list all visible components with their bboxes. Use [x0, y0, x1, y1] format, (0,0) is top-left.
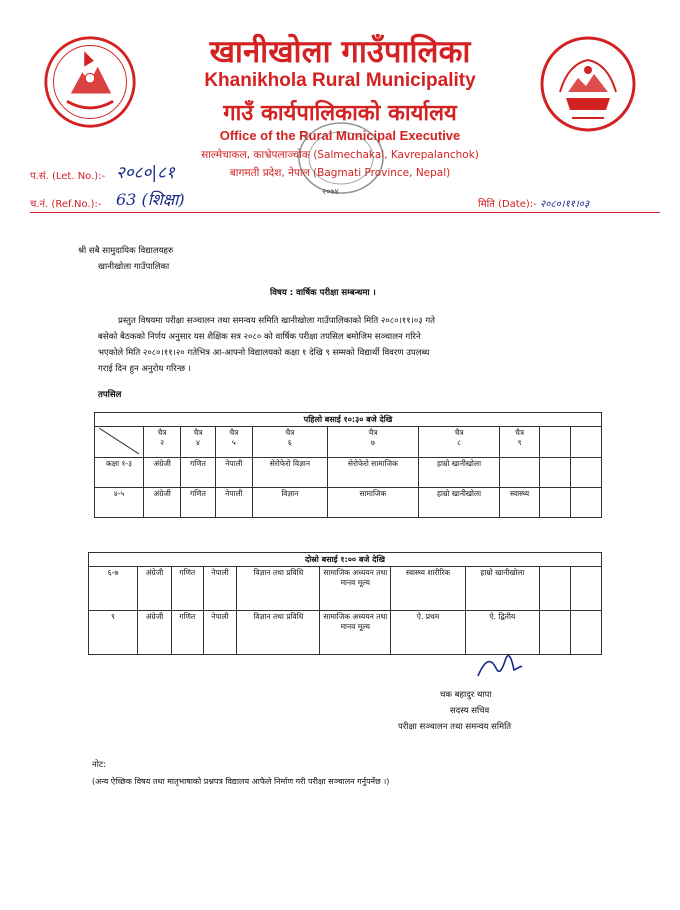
table1-date-header: चैत्र ६: [252, 427, 327, 458]
table1-corner-cell: [95, 427, 144, 458]
header-divider: [30, 212, 660, 213]
note-label: नोट:: [92, 760, 107, 770]
table1-empty-header: [540, 427, 571, 458]
stamp-year: २०७४: [322, 187, 339, 196]
table-row: ६-७ अंग्रेजी गणित नेपाली विज्ञान तथा प्रविधि सामाजिक अध्ययन तथा मानव मूल्य स्वास्थ्य शारीरिक हाम्रो खानीखोला: [89, 567, 602, 611]
table1-date-header: चैत्र ५: [215, 427, 252, 458]
office-name-en: Office of the Rural Municipal Executive: [219, 128, 461, 143]
signatory-name: चक बहादुर थापा: [440, 690, 492, 700]
municipality-name-en: Khanikhola Rural Municipality: [204, 70, 476, 91]
table1-date-header: चैत्र ८: [418, 427, 499, 458]
paragraph-line-2: बसेको बैठकको निर्णय अनुसार यस शैक्षिक सत्र २०८० को वार्षिक परीक्षा तपसिल बमोजिम सञ्चालन गरिने: [98, 332, 421, 342]
subject-line: विषय : वार्षिक परीक्षा सम्बन्धमा ।: [270, 288, 376, 298]
note-text: (अन्य ऐच्छिक विषय तथा मातृभाषाको प्रश्नपत्र विद्यालय आफैले निर्माण गरी परीक्षा सञ्चालन गर्नुपर्नेछ ।): [92, 777, 390, 786]
tapasil-label: तपसिल: [98, 390, 122, 400]
office-name-np: गाउँ कार्यपालिकाको कार्यालय: [223, 101, 457, 126]
schedule-table-2: [88, 552, 602, 655]
table1-date-header: चैत्र २: [144, 427, 181, 458]
handwritten-signature: [470, 648, 530, 684]
ref-no-value: 63 (शिक्षा): [116, 190, 185, 209]
schedule-table-1: [94, 412, 602, 518]
signatory-role: सदस्य सचिव: [450, 706, 490, 716]
table1-date-header: चैत्र ४: [181, 427, 216, 458]
diagonal-line-icon: [99, 428, 139, 454]
table1-empty-header: [571, 427, 602, 458]
table-row: कक्षा १-३ अंग्रेजी गणित नेपाली सेरोफेरो विज्ञान सेरोफेरो सामाजिक हाम्रो खानीखोला: [95, 458, 602, 488]
signatory-committee: परीक्षा सञ्चालन तथा समन्वय समिति: [398, 722, 512, 732]
table2-caption: दोस्रो बसाई १:०० बजे देखि: [89, 553, 602, 567]
recipient-line-2: खानीखोला गाउँपालिका: [98, 262, 170, 272]
paragraph-line-1: प्रस्तुत विषयमा परीक्षा सञ्चालन तथा समन्वय समिति खानीखोला गाउँपालिकाको मिति २०८०।११।०३ गते: [118, 316, 436, 326]
paragraph-line-3: भएकोले मिति २०८०।११।२० गतेभित्र आ-आफ्नो विद्यालयको कक्षा १ देखि ९ सम्मको विद्यार्थी विवरण उपलब्ध: [98, 348, 430, 358]
table1-date-header: चैत्र ९: [500, 427, 540, 458]
date-label: मिति (Date):-: [478, 199, 537, 210]
letter-no-label: प.सं. (Let. No.):-: [30, 171, 106, 182]
table-row: ४-५ अंग्रेजी गणित नेपाली विज्ञान सामाजिक हाम्रो खानीखोला स्वास्थ्य: [95, 488, 602, 518]
recipient-line-1: श्री सबै सामुदायिक विद्यालयहरु: [78, 246, 174, 256]
table1-caption: पहिलो बसाई १०:३० बजे देखि: [95, 413, 602, 427]
table1-date-header: चैत्र ७: [327, 427, 418, 458]
table-row: ९ अंग्रेजी गणित नेपाली विज्ञान तथा प्रविधि सामाजिक अध्ययन तथा मानव मूल्य ऐ. प्रथम ऐ. द्वितीय: [89, 611, 602, 655]
paragraph-line-4: गराई दिन हुन अनुरोध गरिन्छ ।: [98, 364, 192, 374]
office-stamp: [296, 120, 386, 196]
ref-no-label: च.नं. (Ref.No.):-: [30, 199, 102, 210]
date-value: २०८०।११।०३: [540, 199, 590, 210]
address-line-1: साल्मेचाकल, काभ्रेपलाञ्चोक (Salmechakal, Kavrepalanchok): [201, 149, 479, 161]
address-line-2: बागमती प्रदेश, नेपाल (Bagmati Province, Nepal): [229, 167, 451, 179]
municipality-name-np: खानीखोला गाउँपालिका: [209, 34, 471, 70]
letter-no-value: २०८०|८१: [116, 163, 175, 183]
